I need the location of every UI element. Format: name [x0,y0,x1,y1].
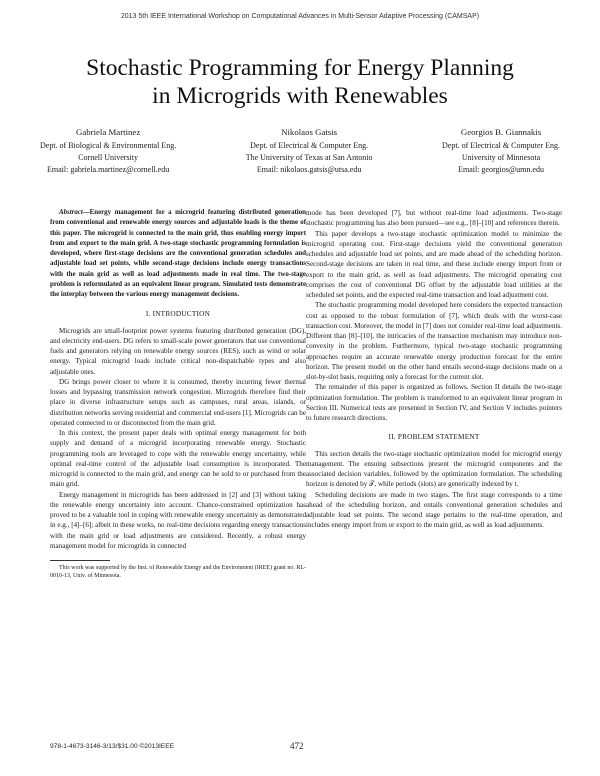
author-affiliation: The University of Texas at San Antonio [245,153,373,162]
author-email: Email: gabriela.martinez@cornell.edu [47,165,170,174]
author-2 [246,126,373,176]
footnote-rule [50,560,110,561]
author-affiliation: Cornell University [78,153,138,162]
title-line-2: in Microgrids with Renewables [152,83,448,109]
right-column [306,208,562,531]
paper-title [0,54,600,110]
paragraph: The stochastic programming model developed here considers the expected transaction cost as opposed to the robust formulation of [7], which deals with the worst-case transaction cost. Moreover, the model in [7] does not consider real-time load adjustments. Different than [8]–[10], the intricacies of the transaction mechanism may introduce non-convexity in the problem. Furthermore, typical two-stage stochastic programming approaches require an accurate renewable energy production forecast for the entire horizon. The present model on the other hand entails second-stage decisions made on a slot-by-slot basis, requiring only a forecast for the current slot. [306,301,562,381]
page-number: 472 [290,741,304,751]
paragraph: In this context, the present paper deals with optimal energy management for both supply and demand of a microgrid incorporating renewable energy. Stochastic programming tools are leveraged to cope with the renewable energy uncertainty, while optimal real-time control of the adjustable load consumption is incorporated. The microgrid is connected to the main grid, and energy can be sold to or purchased from the main grid. [50,429,306,489]
paragraph: Microgrids are small-footprint power systems featuring distributed generation (DG), and electricity end-users. DG refers to small-scale power generators that use conventional fuels and generators relying on renewable energy sources (RES), such as wind or solar energy. Typical microgrid loads include critical non-dispatchable types and also adjustable ones. [50,326,306,376]
paragraph-continuation: mode has been developed [7], but without real-time load adjustments. Two-stage stochastic programming has also been pursued—see e.g., [8]–[10] and references therein. [306,209,562,228]
footer-isbn: 978-1-4673-3146-3/13/$31.00 ©2013IEEE [50,743,175,750]
abstract-text: —Energy management for a microgrid featuring distributed generation from conventional and renewable energy sources and adjustable loads is the theme of this paper. The microgrid is connected to the main grid, thus enabling energy import from and export to the main grid. A two-stage stochastic programming formulation is developed, where first-stage decisions are the conventional generation schedules and adjustable load set points, while second-stage decisions include energy transactions with the main grid as well as load adjustments made in real time. The two-stage problem is reformulated as an equivalent linear program. Simulated tests demonstrate the interplay between the various energy management decisions. [50,209,306,298]
author-email: Email: georgios@umn.edu [458,165,544,174]
author-dept: Dept. of Electrical & Computer Eng. [442,141,560,150]
author-dept: Dept. of Biological & Environmental Eng. [40,141,177,150]
author-name: Nikolaos Gatsis [281,127,338,137]
abstract-label: Abstract [59,209,83,216]
author-1 [40,126,176,176]
section-heading-problem-statement: II. PROBLEM STATEMENT [388,432,480,442]
conference-header: 2013 5th IEEE International Workshop on Computational Advances in Multi-Sensor Adaptive Processing (CAMSAP) [120,13,480,20]
paragraph: This section details the two-stage stochastic optimization model for microgrid energy management. The ensuing subsections present the microgrid components and the associated decision variables, followed by the optimization formulation. The scheduling horizon is denoted by 𝒯, while periods (slots) are generically indexed by t. [306,449,562,489]
author-email: Email: nikolaos.gatsis@utsa.edu [256,165,362,174]
abstract [50,208,306,300]
author-block [40,126,560,176]
paragraph: DG brings power closer to where it is consumed, thereby incurring fewer thermal losses and bypassing transmission network congestion. Microgrids therefore find their place in diverse infrastructure setups such as campuses, rural areas, islands, or distribution networks serving residential and commercial end-users [1]. Microgrids can be operated connected to or disconnected from the main grid. [50,377,306,427]
author-3 [442,126,560,176]
paragraph: This paper develops a two-stage stochastic optimization model to minimize the microgrid operating cost. First-stage decisions yield the conventional generation schedules and adjustable load set points, and are made ahead of the scheduling horizon. Second-stage decisions are taken in real time, and these include energy import from or export to the main grid, as well as load adjustments. The microgrid operating cost comprises the cost of conventional DG offset by the adjustable load utilities at the scheduled set points, and the expected real-time transaction and load adjustment cost. [306,229,562,299]
left-column [50,208,306,580]
author-name: Gabriela Martinez [75,127,141,137]
paragraph: Scheduling decisions are made in two stages. The first stage corresponds to a time ahead of the scheduling horizon, and entails conventional generation schedules and adjustable load set points. The second stage pertains to the real-time operation, and includes energy import from or export to the main grid, as well as load adjustments. [306,490,562,530]
paragraph: The remainder of this paper is organized as follows. Section II details the two-stage optimization formulation. The problem is transformed to an equivalent linear program in Section III. Numerical tests are presented in Section IV, and Section V includes pointers to future research directions. [306,383,562,422]
footnote: This work was supported by the Inst. of Renewable Energy and the Environment (IREE) grant no. RL-0010-13, Univ. of Minnesota. [50,565,306,579]
paragraph: Energy management in microgrids has been addressed in [2] and [3] without taking the renewable energy uncertainty into account. Chance-constrained optimization has proved to be a valuable tool in coping with renewable energy uncertainty as demonstrated in e.g., [4]–[6]; albeit in these works, no real-time decisions regarding energy transactions with the main grid or load adjustments are considered. Recently, a robust energy management model for microgrids in connected [50,490,306,550]
section-heading-introduction: I. INTRODUCTION [145,309,211,319]
title-line-1: Stochastic Programming for Energy Planning [86,55,514,81]
author-name: Georgios B. Giannakis [460,127,542,137]
author-dept: Dept. of Electrical & Computer Eng. [250,141,369,150]
author-affiliation: University of Minnesota [461,153,541,162]
